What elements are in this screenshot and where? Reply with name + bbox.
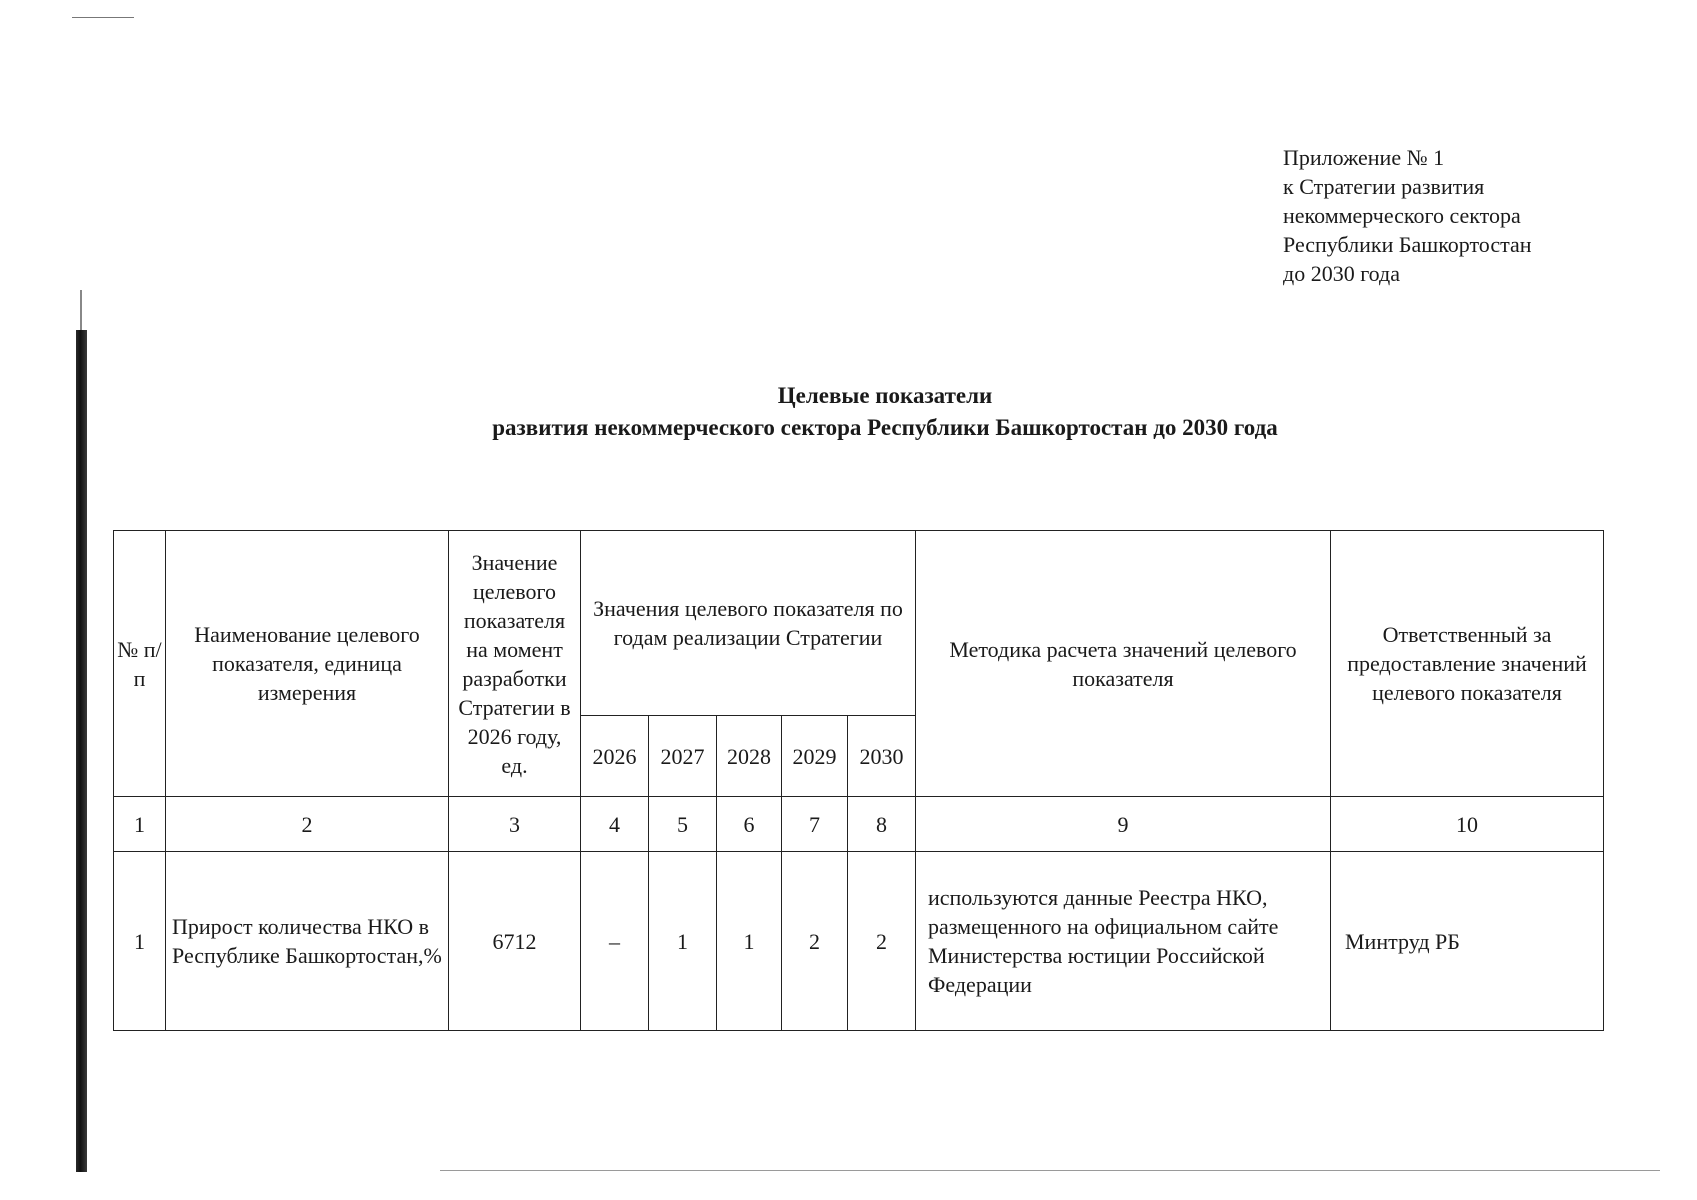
header-name: Наименование целевого показателя, единица измерения [166,531,449,797]
row-year-value: 2 [848,852,916,1031]
column-number: 3 [449,797,581,852]
column-number: 9 [916,797,1331,852]
table-header-row [114,531,1604,716]
document-title-line2: развития некоммерческого сектора Республики Башкортостан до 2030 года [492,415,1278,440]
document-title [380,380,1390,444]
scan-left-thin-line [80,290,82,330]
column-number: 6 [717,797,782,852]
column-number: 8 [848,797,916,852]
header-year: 2029 [782,716,848,797]
column-number: 7 [782,797,848,852]
header-years-group: Значения целевого показателя по годам реализации Стратегии [581,531,916,716]
header-year: 2030 [848,716,916,797]
row-year-value: 1 [649,852,717,1031]
row-year-value: – [581,852,649,1031]
header-base-value: Значение целевого показателя на момент разработки Стратегии в 2026 году, ед. [449,531,581,797]
header-year: 2027 [649,716,717,797]
header-year: 2026 [581,716,649,797]
appendix-line: до 2030 года [1283,261,1400,286]
document-title-line1: Целевые показатели [777,383,993,408]
column-number: 2 [166,797,449,852]
column-numbers-row [114,797,1604,852]
header-method: Методика расчета значений целевого показателя [916,531,1331,797]
column-number: 4 [581,797,649,852]
target-indicators-table [113,530,1604,1031]
row-method: используются данные Реестра НКО, размещенного на официальном сайте Министерства юстиции Российской Федерации [916,852,1331,1031]
row-year-value: 2 [782,852,848,1031]
row-num: 1 [114,852,166,1031]
row-name: Прирост количества НКО в Республике Башкортостан,% [166,852,449,1031]
appendix-line: Республики Башкортостан [1283,232,1532,257]
scan-bottom-line [440,1170,1660,1171]
scan-left-edge [76,330,87,1172]
appendix-line: Приложение № 1 [1283,145,1445,170]
table-row [114,852,1604,1031]
appendix-note [1283,143,1532,288]
scan-top-mark [72,17,134,18]
row-responsible: Минтруд РБ [1331,852,1604,1031]
column-number: 1 [114,797,166,852]
column-number: 5 [649,797,717,852]
header-num: № п/п [114,531,166,797]
column-number: 10 [1331,797,1604,852]
header-year: 2028 [717,716,782,797]
header-responsible: Ответственный за предоставление значений целевого показателя [1331,531,1604,797]
appendix-line: к Стратегии развития [1283,174,1485,199]
row-base-value: 6712 [449,852,581,1031]
row-year-value: 1 [717,852,782,1031]
appendix-line: некоммерческого сектора [1283,203,1521,228]
